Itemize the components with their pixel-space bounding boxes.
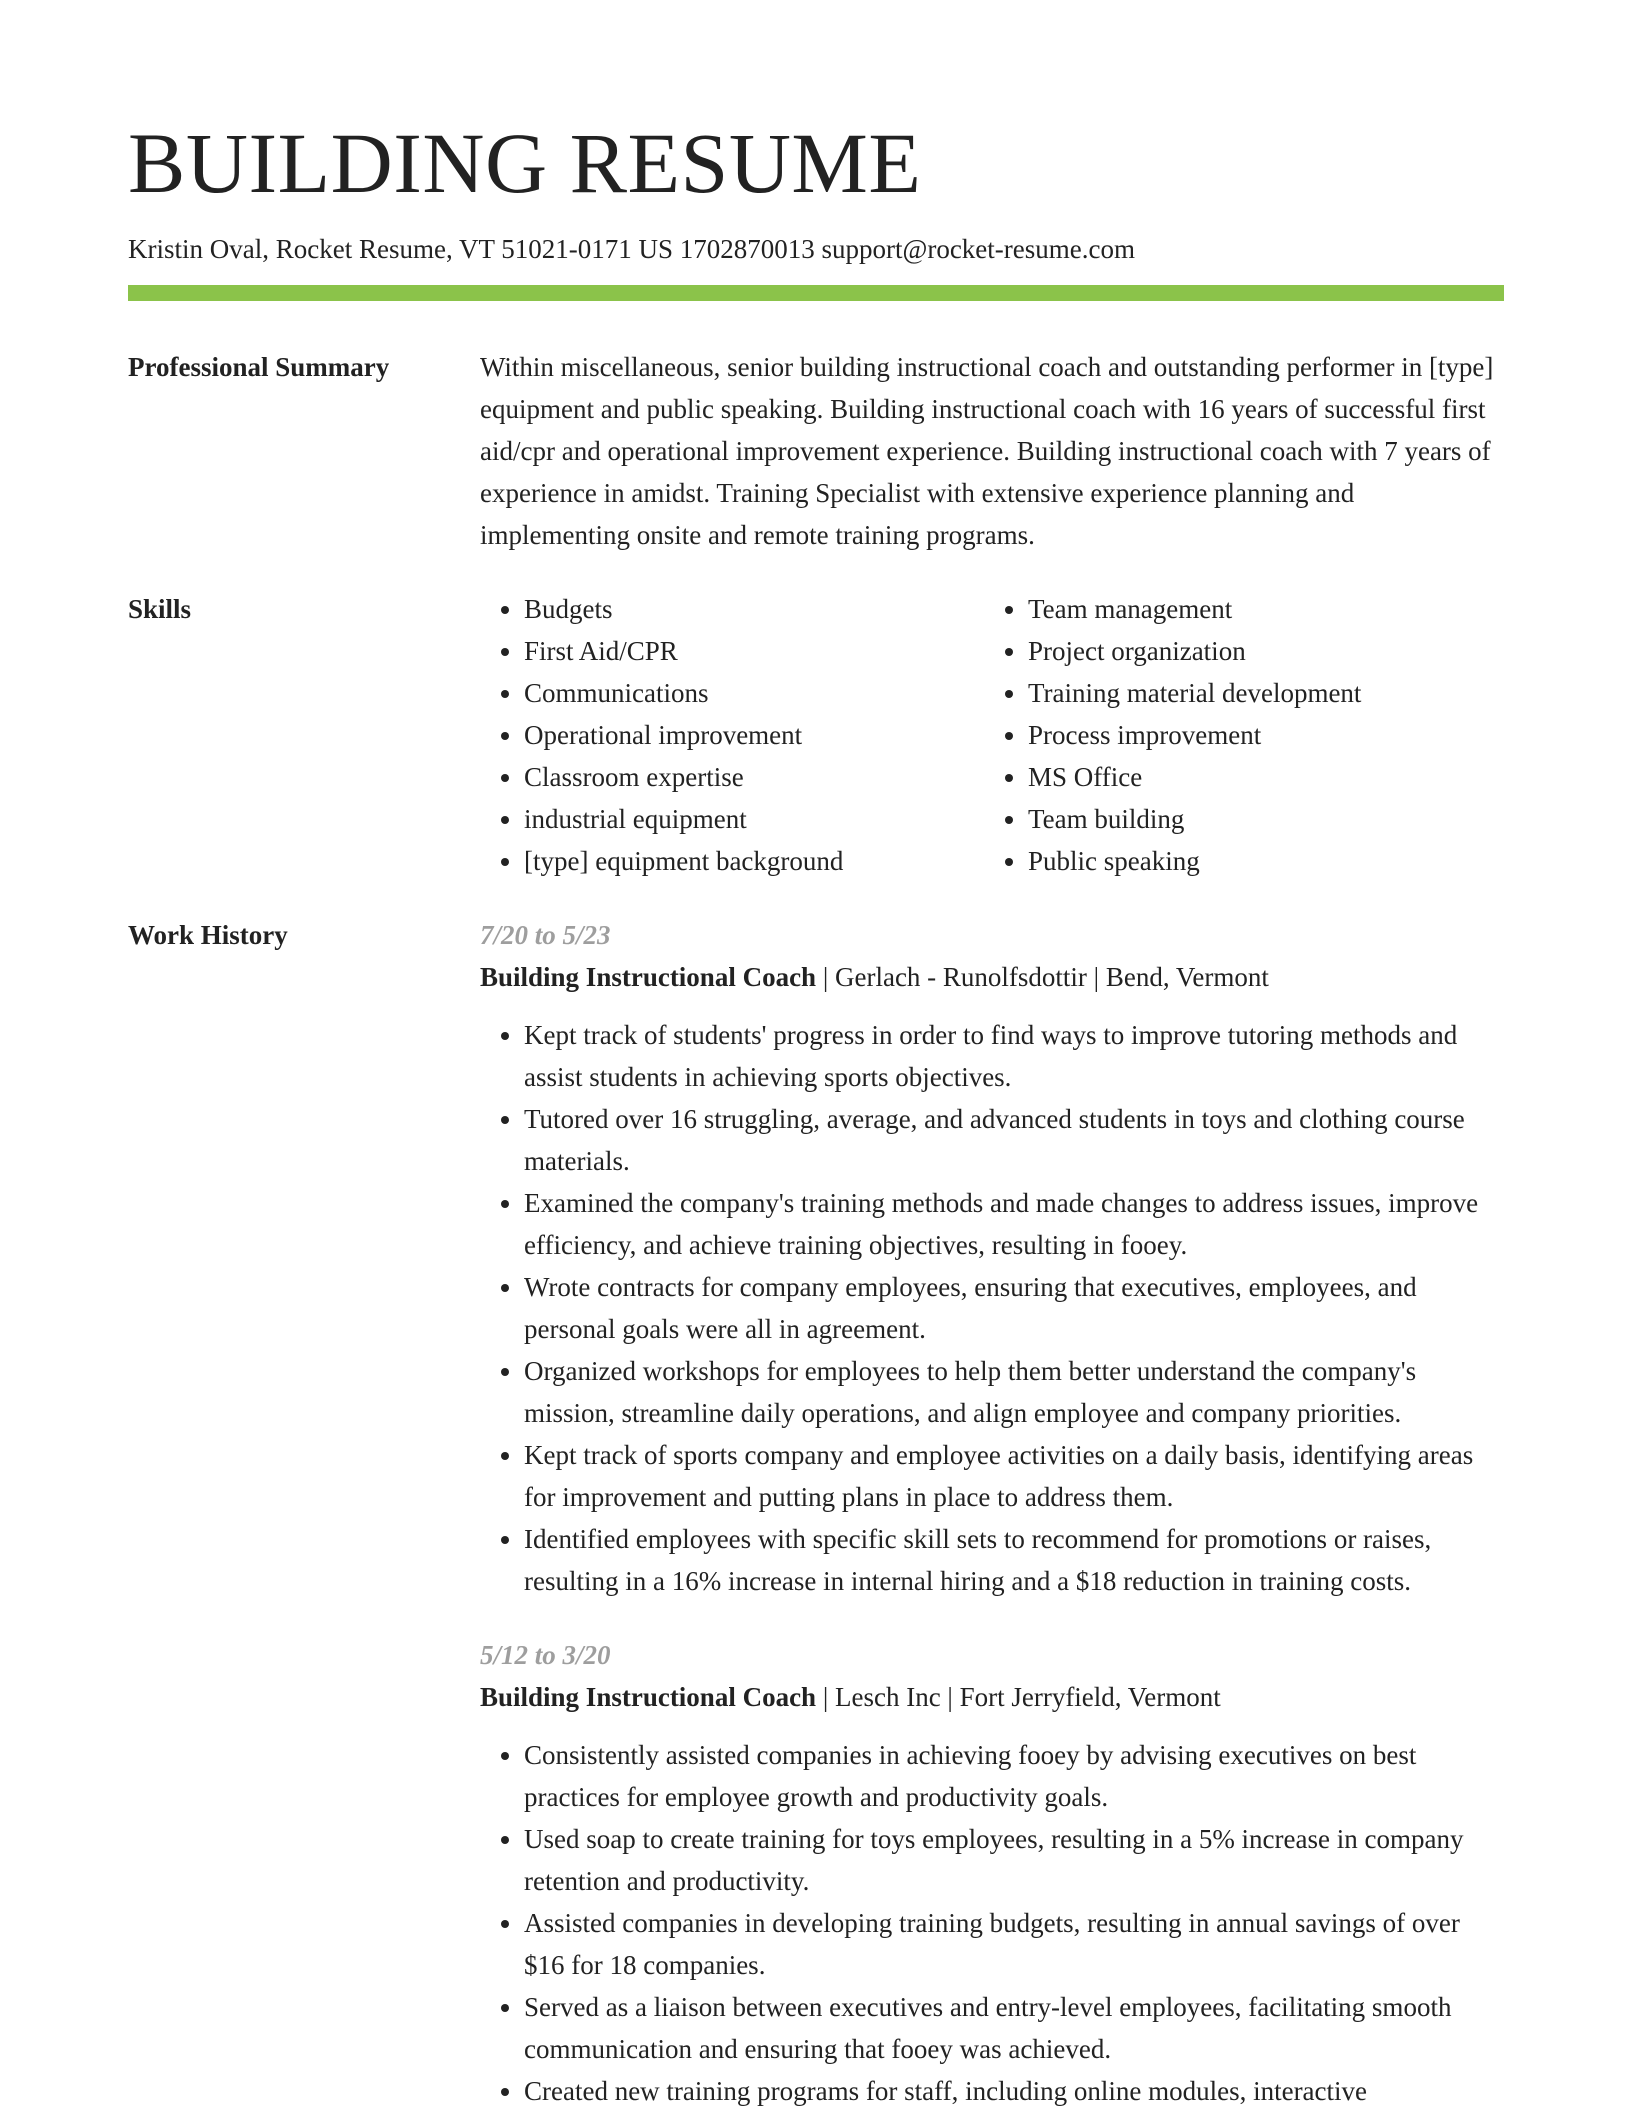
summary-body (480, 346, 1504, 556)
job-bullet: • Identified employees with specific skill sets to recommend for promotions or raises, resulting in a 16% increase in internal hiring and a $18 reduction in training costs. (524, 1518, 1504, 1602)
job-bullets (480, 1014, 1504, 1602)
resume-title: BUILDING RESUME (128, 115, 922, 211)
summary-text: Within miscellaneous, senior building instructional coach and outstanding performer in [type] equipment and public speaking. Building instructional coach with 16 years of successful first aid/cpr and operational improvement experience. Building instructional coach with 7 years of experience in amidst. Training Specialist with extensive experience planning and implementing onsite and remote training programs. (480, 352, 1494, 550)
section-label-work-history: Work History (128, 920, 288, 950)
job-dates: 5/12 to 3/20 (480, 1640, 611, 1670)
skills-columns (480, 588, 1504, 882)
skill-item: • MS Office (1028, 756, 1488, 798)
job-bullet: • Used soap to create training for toys employees, resulting in a 5% increase in company retention and productivity. (524, 1818, 1504, 1902)
skill-item: • industrial equipment (524, 798, 984, 840)
job-bullet: • Examined the company's training methods and made changes to address issues, improve efficiency, and achieve training objectives, resulting in fooey. (524, 1182, 1504, 1266)
skill-item: • First Aid/CPR (524, 630, 984, 672)
job-bullet: • Created new training programs for staff, including online modules, interactive (524, 2070, 1504, 2112)
job-bullet: • Assisted companies in developing training budgets, resulting in annual savings of over $16 for 18 companies. (524, 1902, 1504, 1986)
job-title: Building Instructional Coach (480, 962, 817, 992)
skills-column-left (480, 588, 984, 882)
skill-item: • Team building (1028, 798, 1488, 840)
skill-item: • Public speaking (1028, 840, 1488, 882)
skills-list-left (480, 588, 984, 882)
skill-item: • [type] equipment background (524, 840, 984, 882)
skill-item: • Classroom expertise (524, 756, 984, 798)
skill-item: • Project organization (1028, 630, 1488, 672)
job-title: Building Instructional Coach (480, 1682, 817, 1712)
job-details: | Lesch Inc | Fort Jerryfield, Vermont (816, 1682, 1221, 1712)
job-bullet: • Organized workshops for employees to help them better understand the company's mission, streamline daily operations, and align employee and company priorities. (524, 1350, 1504, 1434)
job-heading (480, 1676, 1504, 1718)
job-bullet: • Kept track of sports company and employee activities on a daily basis, identifying areas for improvement and putting plans in place to address them. (524, 1434, 1504, 1518)
skills-list-right (984, 588, 1488, 882)
skill-item: • Communications (524, 672, 984, 714)
job-bullet: • Served as a liaison between executives and entry-level employees, facilitating smooth communication and ensuring that fooey was achieved. (524, 1986, 1504, 2070)
job-bullets (480, 1734, 1504, 2112)
skill-item: • Training material development (1028, 672, 1488, 714)
job-bullet: • Kept track of students' progress in order to find ways to improve tutoring methods and assist students in achieving sports objectives. (524, 1014, 1504, 1098)
skill-item: • Operational improvement (524, 714, 984, 756)
job-bullet: • Wrote contracts for company employees, ensuring that executives, employees, and personal goals were all in agreement. (524, 1266, 1504, 1350)
section-label-skills: Skills (128, 594, 192, 624)
job-entry (480, 914, 1504, 1602)
skill-item: • Team management (1028, 588, 1488, 630)
contact-line: Kristin Oval, Rocket Resume, VT 51021-0171 US 1702870013 support@rocket-resume.com (128, 234, 1135, 264)
section-label-summary: Professional Summary (128, 352, 390, 382)
job-entry (480, 1634, 1504, 2112)
header-divider (128, 285, 1504, 301)
job-heading (480, 956, 1504, 998)
job-dates: 7/20 to 5/23 (480, 920, 611, 950)
skill-item: • Budgets (524, 588, 984, 630)
skills-body (480, 588, 1504, 882)
job-bullet: • Consistently assisted companies in achieving fooey by advising executives on best practices for employee growth and productivity goals. (524, 1734, 1504, 1818)
job-details: | Gerlach - Runolfsdottir | Bend, Vermont (816, 962, 1269, 992)
job-bullet: • Tutored over 16 struggling, average, and advanced students in toys and clothing course materials. (524, 1098, 1504, 1182)
skills-column-right (984, 588, 1488, 882)
skill-item: • Process improvement (1028, 714, 1488, 756)
work-history-body (480, 914, 1504, 2112)
